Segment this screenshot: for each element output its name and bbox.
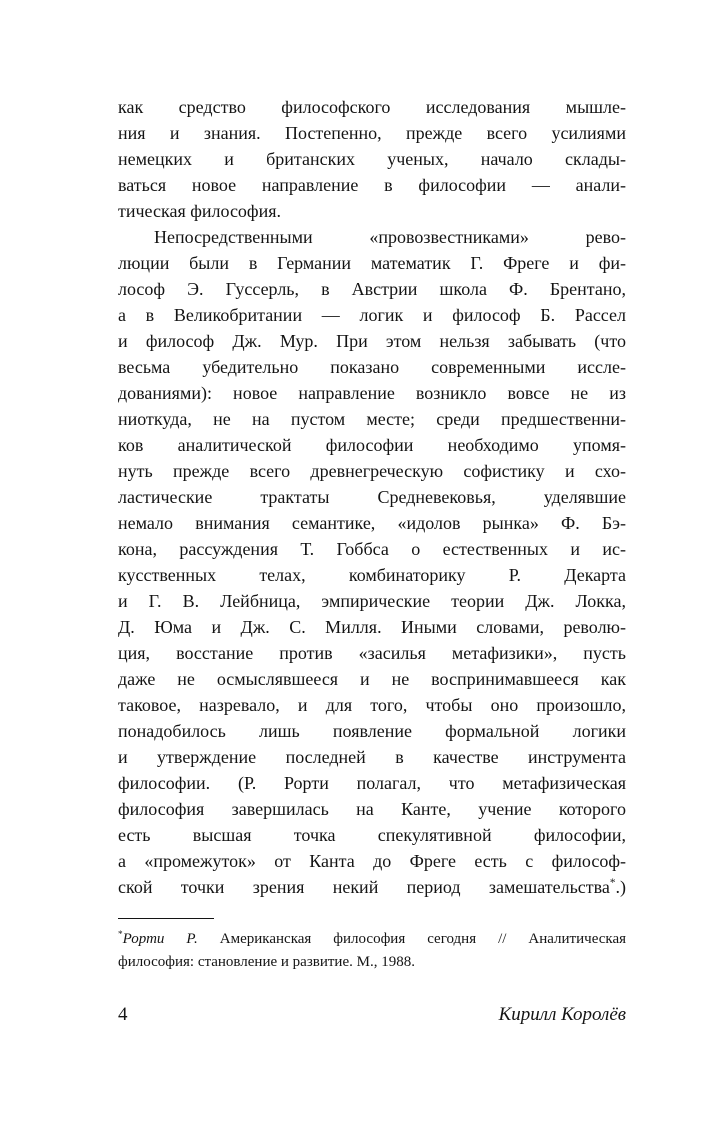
text-line: лософ Э. Гуссерль, в Австрии школа Ф. Брентано, <box>118 279 626 299</box>
text-run: Американская философия сегодня // Аналитическая <box>197 931 626 947</box>
page-footer <box>118 1003 626 1027</box>
text-line: Непосредственными «провозвестниками» рево- <box>154 227 626 247</box>
footnote-marker: * <box>118 930 123 940</box>
text-line: ластические трактаты Средневековья, уделявшие <box>118 487 626 507</box>
text-line: ниоткуда, не на пустом месте; среди предшественни- <box>118 409 626 429</box>
text-line: нуть прежде всего древнегреческую софистику и схо- <box>118 461 626 481</box>
footnote-line <box>118 928 626 951</box>
footnote <box>118 918 626 974</box>
text-line: а «промежуток» от Канта до Фреге есть с философ- <box>118 851 626 871</box>
text-line: и философ Дж. Мур. При этом нельзя забывать (что <box>118 331 626 351</box>
footnote-line: философия: становление и развитие. М., 1988. <box>118 954 415 970</box>
text-line: ция, восстание против «засилья метафизики», пусть <box>118 643 626 663</box>
text-run: .) <box>615 877 626 897</box>
text-line: ваться новое направление в философии — анали- <box>118 175 626 195</box>
text-line <box>118 874 626 900</box>
text-line: дованиями): новое направление возникло вовсе не из <box>118 383 626 403</box>
text-line: философия завершилась на Канте, учение которого <box>118 799 626 819</box>
text-line: немецких и британских ученых, начало склады- <box>118 149 626 169</box>
text-line: Д. Юма и Дж. С. Милля. Иными словами, револю- <box>118 617 626 637</box>
text-line: кона, рассуждения Т. Гоббса о естественных и ис- <box>118 539 626 559</box>
paragraph <box>118 224 626 900</box>
text-line: даже не осмыслявшееся и не воспринимавшееся как <box>118 669 626 689</box>
text-line: тическая философия. <box>118 201 282 221</box>
footnote-separator <box>118 918 214 919</box>
text-line: ния и знания. Постепенно, прежде всего усилиями <box>118 123 626 143</box>
running-author: Кирилл Королёв <box>498 1004 626 1025</box>
text-line: кусственных телах, комбинаторику Р. Декарта <box>118 565 626 585</box>
text-line: а в Великобритании — логик и философ Б. Рассел <box>118 305 626 325</box>
text-line: весьма убедительно показано современными иссле- <box>118 357 626 377</box>
text-line: таковое, назревало, и для того, чтобы оно произошло, <box>118 695 626 715</box>
text-line: люции были в Германии математик Г. Фреге и фи- <box>118 253 626 273</box>
paragraph <box>118 94 626 224</box>
text-line: немало внимания семантике, «идолов рынка» Ф. Бэ- <box>118 513 626 533</box>
text-line: и утверждение последней в качестве инструмента <box>118 747 626 767</box>
footnote-reference-marker: * <box>609 877 616 889</box>
text-line: как средство философского исследования мышле- <box>118 97 626 117</box>
footnote-author: Рорти Р. <box>122 931 198 947</box>
page-number: 4 <box>118 1004 128 1025</box>
text-line: и Г. В. Лейбница, эмпирические теории Дж. Локка, <box>118 591 626 611</box>
text-line: понадобилось лишь появление формальной логики <box>118 721 626 741</box>
text-run: ской точки зрения некий период замешательства <box>118 877 610 897</box>
page-body <box>118 94 626 900</box>
text-line: ков аналитической философии необходимо упомя- <box>118 435 626 455</box>
text-line: философии. (Р. Рорти полагал, что метафизическая <box>118 773 626 793</box>
text-line: есть высшая точка спекулятивной философии, <box>118 825 626 845</box>
